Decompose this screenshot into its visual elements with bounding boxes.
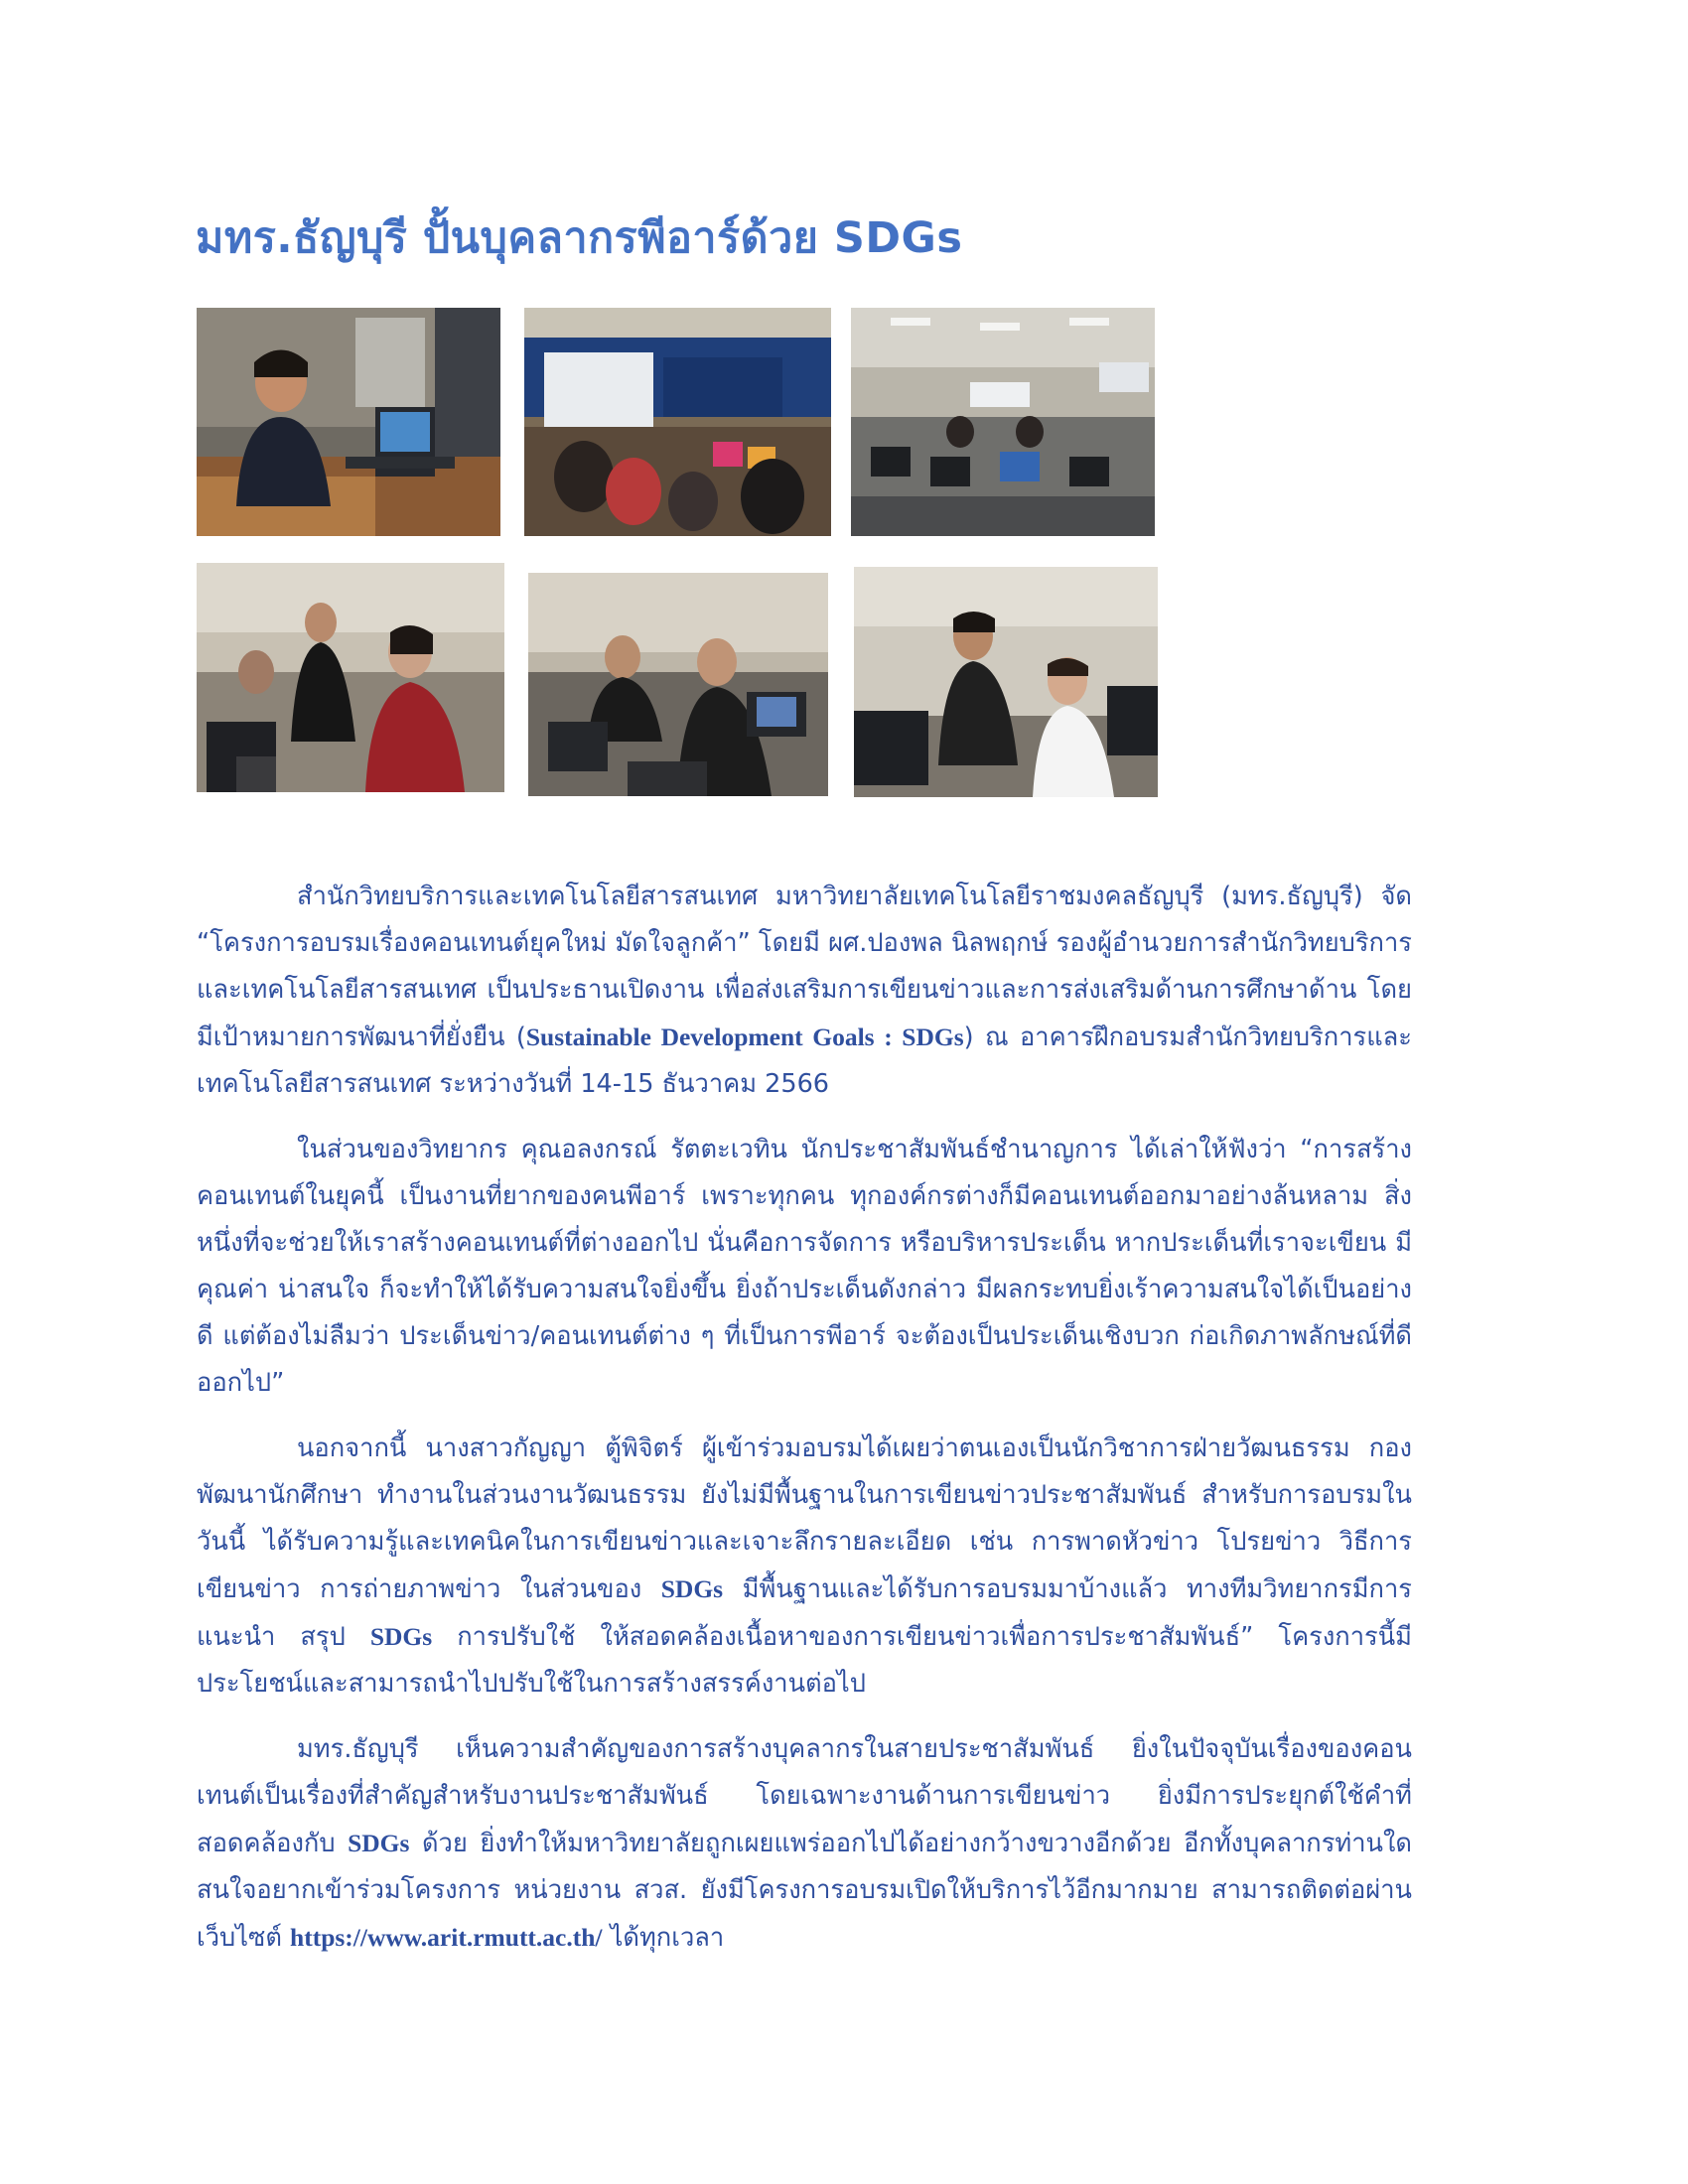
page-title: มทร.ธัญบุรี ปั้นบุคลากรพีอาร์ด้วย SDGs bbox=[196, 213, 963, 263]
photo-classroom-projector bbox=[524, 308, 831, 536]
paragraph-intro: สำนักวิทยบริการและเทคโนโลยีสารสนเทศ มหาวิทยาลัยเทคโนโลยีราชมงคลธัญบุรี (มทร.ธัญบุรี) จัด “โครงการอบรมเรื่องคอนเทนต์ยุคใหม่ มัดใจลูกค้า” โดยมี ผศ.ปองพล นิลพฤกษ์ รองผู้อำนวยการสำนักวิทยบริการและเทคโนโลยีสารสนเทศ เป็นประธานเปิดงาน เพื่อส่งเสริมการเขียนข่าวและการส่งเสริมด้านการศึกษาด้าน โดยมีเป้าหมายการพัฒนาที่ยั่งยืน (Sustainable Development Goals : SDGs) ณ อาคารฝึกอบรมสำนักวิทยบริการและเทคโนโลยีสารสนเทศ ระหว่างวันที่ 14-15 ธันวาคม 2566 bbox=[197, 882, 1412, 1099]
article-body bbox=[197, 874, 1412, 1980]
website-link[interactable]: https://www.arit.rmutt.ac.th/ bbox=[290, 1923, 603, 1952]
paragraph-speaker-quote: ในส่วนของวิทยากร คุณอลงกรณ์ รัตตะเวทิน นักประชาสัมพันธ์ชำนาญการ ได้เล่าให้ฟังว่า “การสร้างคอนเทนต์ในยุคนี้ เป็นงานที่ยากของคนพีอาร์ เพราะทุกคน ทุกองค์กรต่างก็มีคอนเทนต์ออกมาอย่างล้นหลาม สิ่งหนึ่งที่จะช่วยให้เราสร้างคอนเทนต์ที่ต่างออกไป นั่นคือการจัดการ หรือบริหารประเด็น หากประเด็นที่เราจะเขียน มีคุณค่า น่าสนใจ ก็จะทำให้ได้รับความสนใจยิ่งขึ้น ยิ่งถ้าประเด็นดังกล่าว มีผลกระทบยิ่งเร้าความสนใจได้เป็นอย่างดี แต่ต้องไม่ลืมว่า ประเด็นข่าว/คอนเทนต์ต่าง ๆ ที่เป็นการพีอาร์ จะต้องเป็นประเด็นเชิงบวก ก่อเกิดภาพลักษณ์ที่ดีออกไป” bbox=[197, 1135, 1412, 1398]
photo-participants-computers bbox=[528, 573, 828, 796]
paragraph-participant: นอกจากนี้ นางสาวกัญญา ตู้พิจิตร์ ผู้เข้าร่วมอบรมได้เผยว่าตนเองเป็นนักวิชาการฝ่ายวัฒนธรรม กองพัฒนานักศึกษา ทำงานในส่วนงานวัฒนธรรม ยังไม่มีพื้นฐานในการเขียนข่าวประชาสัมพันธ์ สำหรับการอบรมในวันนี้ ได้รับความรู้และเทคนิคในการเขียนข่าวและเจาะลึกรายละเอียด เช่น การพาดหัวข่าว โปรยข่าว วิธีการเขียนข่าว การถ่ายภาพข่าว ในส่วนของ SDGs มีพื้นฐานและได้รับการอบรมมาบ้างแล้ว ทางทีมวิทยากรมีการแนะนำ สรุป SDGs การปรับใช้ ให้สอดคล้องเนื้อหาของการเขียนข่าวเพื่อการประชาสัมพันธ์” โครงการนี้มีประโยชน์และสามารถนำไปปรับใช้ในการสร้างสรรค์งานต่อไป bbox=[197, 1433, 1412, 1699]
photo-training-room-wide bbox=[851, 308, 1155, 536]
paragraph-closing: มทร.ธัญบุรี เห็นความสำคัญของการสร้างบุคลากรในสายประชาสัมพันธ์ ยิ่งในปัจจุบันเรื่องของคอนเทนต์เป็นเรื่องที่สำคัญสำหรับงานประชาสัมพันธ์ โดยเฉพาะงานด้านการเขียนข่าว ยิ่งมีการประยุกต์ใช้คำที่สอดคล้องกับ SDGs ด้วย ยิ่งทำให้มหาวิทยาลัยถูกเผยแพร่ออกไปได้อย่างกว้างขวางอีกด้วย อีกทั้งบุคลากรท่านใดสนใจอยากเข้าร่วมโครงการ หน่วยงาน สวส. ยังมีโครงการอบรมเปิดให้บริการไว้อีกมากมาย สามารถติดต่อผ่านเว็บไซต์ https://www.arit.rmutt.ac.th/ ได้ทุกเวลา bbox=[197, 1734, 1412, 1953]
photo-trainer-podium bbox=[197, 308, 500, 536]
photo-instructor-explaining bbox=[854, 567, 1158, 797]
photo-participants-seated bbox=[197, 563, 504, 792]
